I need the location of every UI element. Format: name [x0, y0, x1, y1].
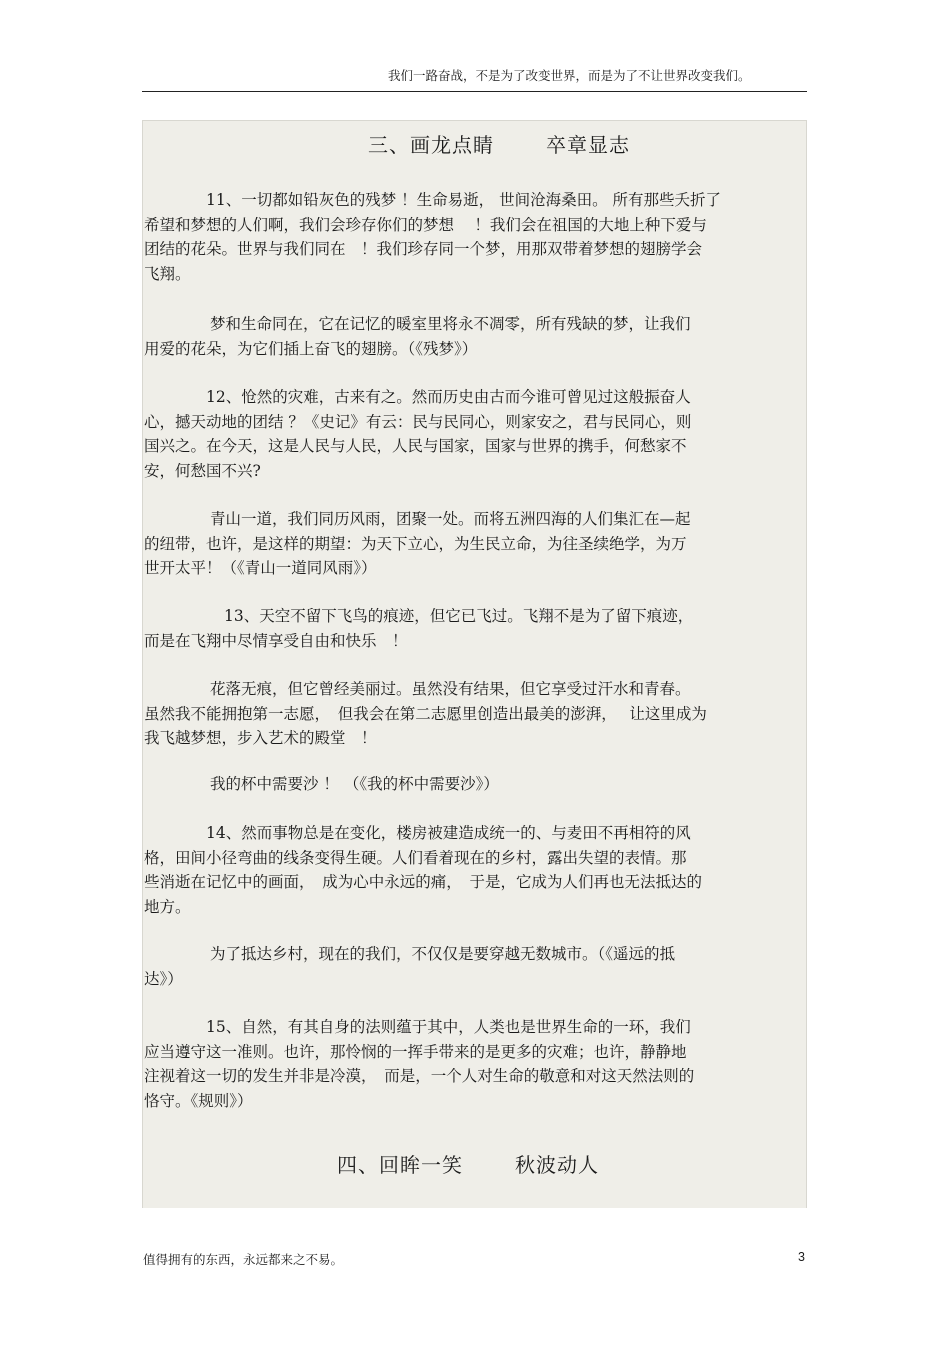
paragraph-line: 团结的花朵。世界与我们同在 ！我们珍存同一个梦，用那双带着梦想的翅膀学会	[144, 240, 703, 258]
paragraph-line: 应当遵守这一准则。也许，那怜悯的一挥手带来的是更多的灾难；也许，静静地	[144, 1042, 687, 1061]
paragraph-line: 的纽带，也许，是这样的期望：为天下立心，为生民立命，为往圣续绝学，为万	[144, 534, 687, 553]
section-title-4-part2: 秋波动人	[515, 1153, 599, 1177]
paragraph-12	[144, 385, 804, 483]
paragraph-13-reflection	[144, 677, 804, 751]
paragraph-line: 恪守。《规则》）	[144, 1091, 253, 1110]
paragraph-line: 梦和生命同在，它在记忆的暖室里将永不凋零，所有残缺的梦，让我们	[210, 315, 691, 333]
paragraph-line: 虽然我不能拥抱第一志愿， 但我会在第二志愿里创造出最美的澎湃， 让这里成为	[144, 704, 707, 723]
paragraph-line: 花落无痕，但它曾经美丽过。虽然没有结果，但它享受过汗水和青春。	[210, 680, 691, 698]
paragraph-line: 14、然而事物总是在变化，楼房被建造成统一的、与麦田不再相符的风	[206, 824, 691, 842]
paragraph-line: 格，田间小径弯曲的线条变得生硬。人们看着现在的乡村，露出失望的表情。那	[144, 848, 687, 867]
page-number: 3	[798, 1250, 805, 1264]
paragraph-line: 飞翔。	[144, 264, 191, 283]
paragraph-line: 希望和梦想的人们啊，我们会珍存你们的梦想 ！我们会在祖国的大地上种下爱与	[144, 215, 707, 234]
header-divider	[142, 91, 807, 92]
paragraph-line: 用爱的花朵，为它们插上奋飞的翅膀。（《残梦》）	[144, 339, 478, 358]
paragraph-line: 15、自然，有其自身的法则蕴于其中，人类也是世界生命的一环，我们	[206, 1018, 691, 1036]
paragraph-line: 些消逝在记忆中的画面， 成为心中永远的痛， 于是，它成为人们再也无法抵达的	[144, 873, 703, 891]
paragraph-line: 心，撼天动地的团结 ？《史记》有云：民与民同心，则家安之，君与民同心，则	[144, 412, 692, 431]
section-title-4	[337, 1149, 599, 1178]
paragraph-12-reflection	[144, 507, 804, 581]
section-title-3	[368, 129, 630, 158]
paragraph-line: 我飞越梦想，步入艺术的殿堂 ！	[144, 729, 377, 747]
paragraph-line: 12、怆然的灾难，古来有之。然而历史由古而今谁可曾见过这般振奋人	[206, 388, 691, 406]
paragraph-line: 注视着这一切的发生并非是冷漠， 而是，一个人对生命的敬意和对这天然法则的	[144, 1067, 695, 1085]
paragraph-line: 国兴之。在今天，这是人民与人民，人民与国家，国家与世界的携手，何愁家不	[144, 437, 687, 455]
section-title-3-part1: 三、画龙点睛	[368, 133, 494, 157]
paragraph-line: 13、天空不留下飞鸟的痕迹，但它已飞过。飞翔不是为了留下痕迹，	[224, 607, 694, 625]
paragraph-11-reflection	[144, 312, 804, 361]
section-title-3-part2: 卒章显志	[546, 133, 630, 157]
paragraph-13-closing	[144, 772, 804, 797]
paragraph-14-reflection	[144, 942, 804, 991]
paragraph-15	[144, 1015, 804, 1113]
paragraph-line: 11、一切都如铅灰色的残梦 ！生命易逝， 世间沧海桑田。 所有那些夭折了	[206, 191, 722, 209]
paragraph-line: 世开太平！（《青山一道同风雨》）	[144, 559, 377, 577]
paragraph-line: 青山一道，我们同历风雨，团聚一处。而将五洲四海的人们集汇在—起	[210, 510, 691, 528]
paragraph-line: 而是在飞翔中尽情享受自由和快乐 ！	[144, 631, 408, 650]
header-motto: 我们一路奋战，不是为了改变世界，而是为了不让世界改变我们。	[388, 68, 751, 83]
paragraph-line: 达》）	[144, 969, 183, 988]
paragraph-line: 为了抵达乡村，现在的我们，不仅仅是要穿越无数城市。（《遥远的抵	[210, 945, 676, 963]
paragraph-13	[144, 604, 804, 653]
paragraph-line: 我的杯中需要沙 ！ （《我的杯中需要沙》）	[210, 775, 499, 793]
paragraph-line: 地方。	[144, 897, 191, 916]
paragraph-line: 安，何愁国不兴?	[144, 461, 261, 480]
paragraph-14	[144, 821, 804, 919]
section-title-4-part1: 四、回眸一笑	[337, 1153, 463, 1177]
paragraph-11	[144, 188, 804, 286]
footer-note: 值得拥有的东西，永远都来之不易。	[143, 1252, 344, 1267]
